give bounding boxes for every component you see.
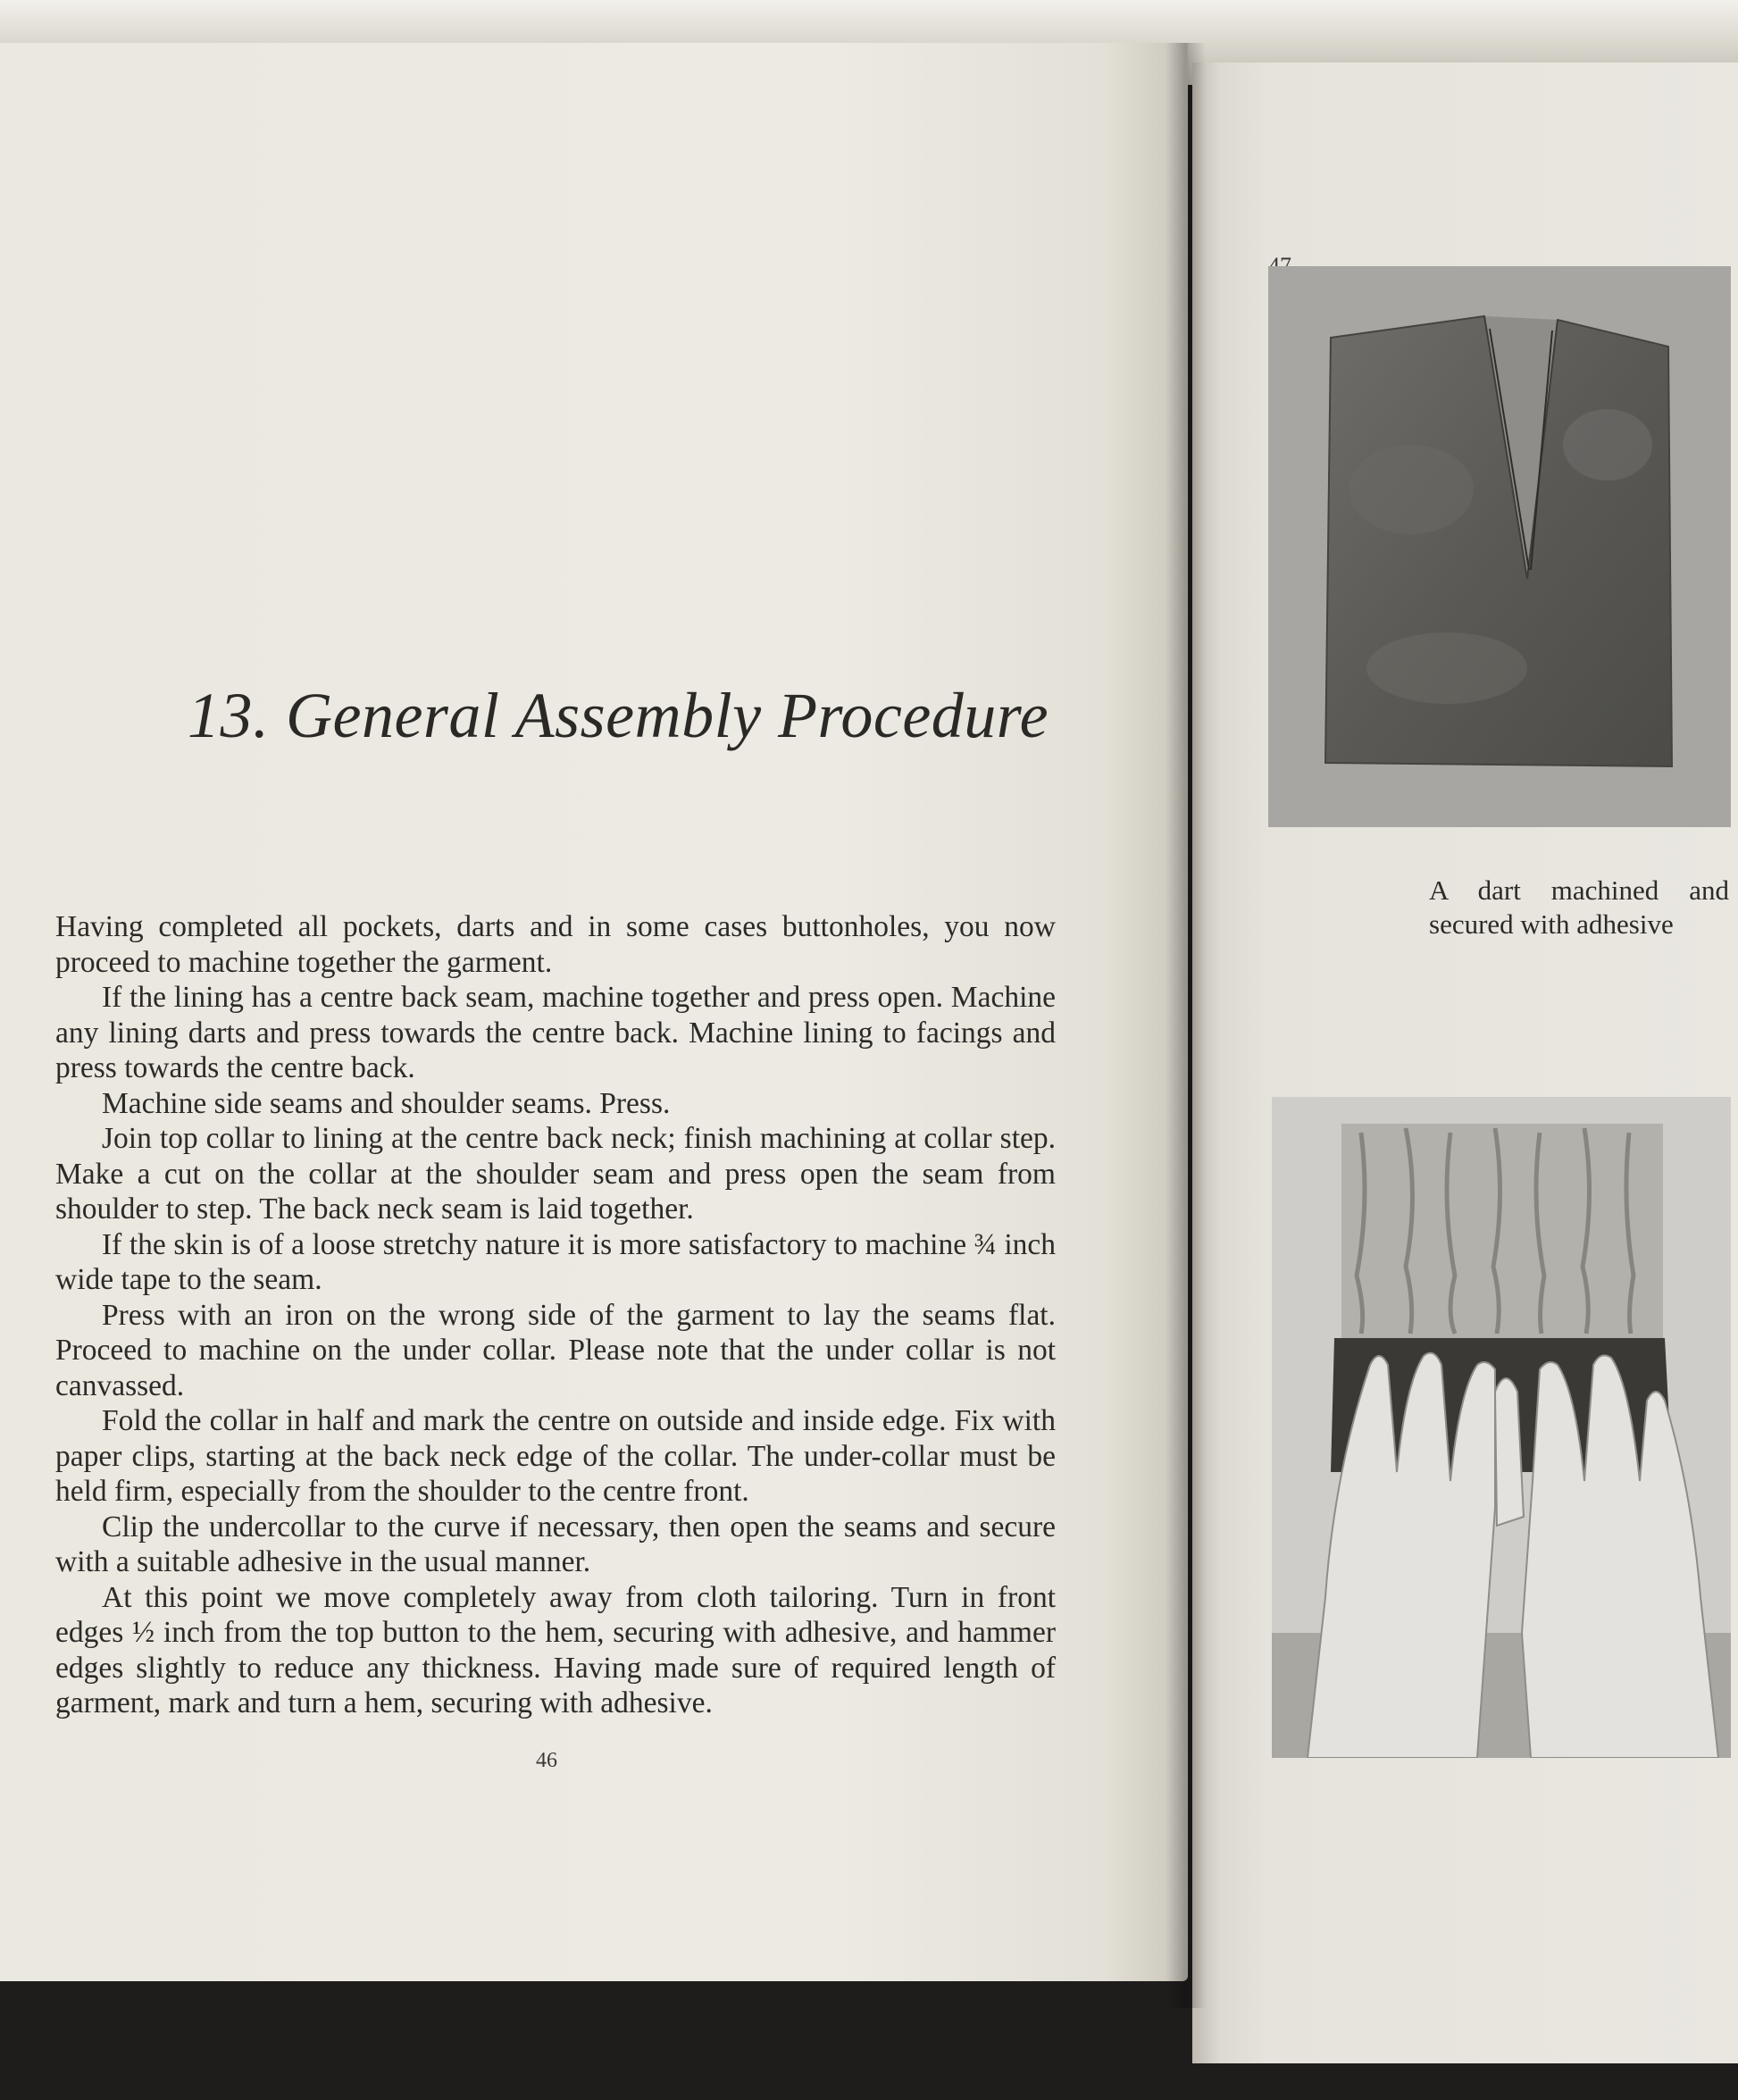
paragraph: Press with an iron on the wrong side of the garment to lay the seams flat. Proceed to machine on the under collar. Please note that the under collar is not canvassed.: [55, 1298, 1056, 1402]
dart-photo: [1268, 266, 1731, 827]
paragraph: Join top collar to lining at the centre back neck; finish machining at collar step. Make a cut on the collar at the shoulder seam and press open the seam from shoulder to step. The back neck seam is laid together.: [55, 1122, 1056, 1226]
chapter-title: 13. General Assembly Procedure: [188, 680, 1049, 751]
paragraph: If the skin is of a loose stretchy nature it is more satisfactory to machine ¾ inch wide tape to the seam.: [55, 1227, 1056, 1296]
paragraph: Fold the collar in half and mark the centre on outside and inside edge. Fix with paper clips, starting at the back neck edge of the collar. The under-collar must be held firm, especially from the shoulder to the centre front.: [55, 1404, 1056, 1508]
paragraph: Having completed all pockets, darts and in some cases buttonholes, you now proceed to machine together the garment.: [55, 910, 1056, 979]
paragraph: Machine side seams and shoulder seams. Press.: [102, 1086, 671, 1120]
body-text: [55, 909, 1056, 1721]
hands-photo: [1272, 1097, 1731, 1758]
paragraph: Clip the undercollar to the curve if necessary, then open the seams and secure with a suitable adhesive in the usual manner.: [55, 1510, 1056, 1578]
paragraph: At this point we move completely away from cloth tailoring. Turn in front edges ½ inch from the top button to the hem, securing with adhesive, and hammer edges slightly to reduce any thickness. Having made sure of required length of garment, mark and turn a hem, securing with adhesive.: [55, 1580, 1056, 1719]
page-number-left: 46: [536, 1749, 557, 1772]
book-gutter: [1166, 43, 1206, 2008]
photo-caption: A dart machined and secured with adhesive: [1429, 874, 1729, 940]
paragraph: If the lining has a centre back seam, machine together and press open. Machine any lining darts and press towards the centre back. Machine lining to facings and press towards the centre back.: [55, 981, 1056, 1084]
